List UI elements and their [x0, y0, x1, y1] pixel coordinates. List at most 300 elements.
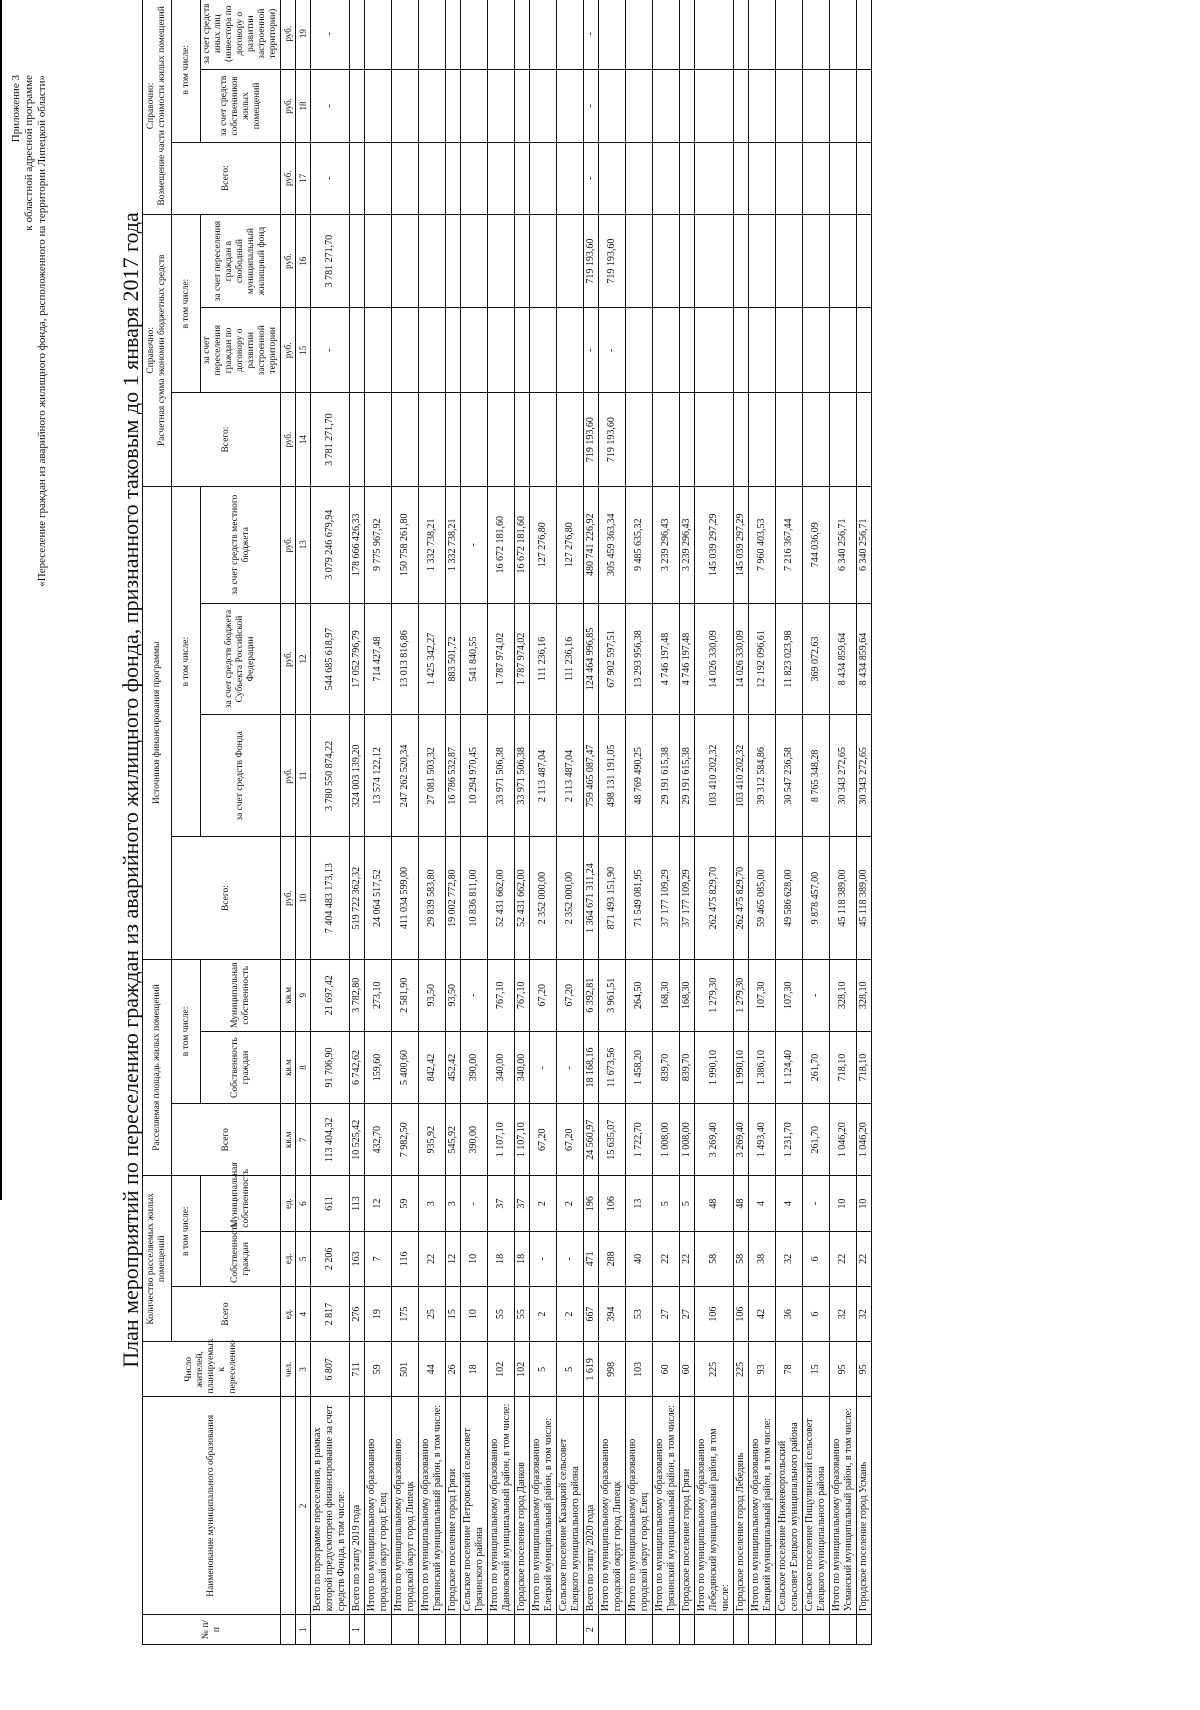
municipality-name-cell: Городское поселение город Данков — [515, 1397, 530, 1615]
resettlement-plan-table — [142, 0, 872, 1645]
value-cell-c17 — [749, 142, 776, 214]
value-cell-c19 — [446, 0, 461, 70]
value-cell-c9: 93,50 — [446, 959, 461, 1031]
table-row — [365, 0, 392, 1645]
value-cell-c5: 7 — [365, 1231, 392, 1286]
value-cell-c7: 1 231,70 — [776, 1104, 803, 1176]
value-cell-c8: 11 673,56 — [599, 1031, 626, 1103]
value-cell-c6: - — [461, 1176, 488, 1231]
value-cell-c12: 67 902 597,51 — [599, 603, 626, 715]
value-cell-c19 — [749, 0, 776, 70]
value-cell-c17 — [803, 142, 830, 214]
value-cell-c8: 340,00 — [515, 1031, 530, 1103]
table-row — [557, 0, 584, 1645]
value-cell-c8: - — [530, 1031, 557, 1103]
value-cell-c8: 159,60 — [365, 1031, 392, 1103]
value-cell-c6: 3 — [446, 1176, 461, 1231]
value-cell-c6: 10 — [857, 1176, 872, 1231]
value-cell-c11: 33 971 506,38 — [488, 715, 515, 837]
row-number-cell — [599, 1615, 626, 1645]
value-cell-c6: 4 — [776, 1176, 803, 1231]
value-cell-c18 — [461, 70, 488, 142]
value-cell-c13: 3 239 296,43 — [680, 486, 695, 603]
units-row — [281, 0, 296, 1645]
municipality-name-cell: Итого по муниципальному образованию Елецкий муниципальный район, в том числе: — [530, 1397, 557, 1615]
value-cell-c16 — [830, 214, 857, 308]
value-cell-c13: 7 216 367,44 — [776, 486, 803, 603]
value-cell-c16 — [734, 214, 749, 308]
value-cell-c9: - — [461, 959, 488, 1031]
value-cell-c7: 15 635,07 — [599, 1104, 626, 1176]
value-cell-c16 — [557, 214, 584, 308]
value-cell-c3: 44 — [419, 1342, 446, 1397]
row-number-cell — [653, 1615, 680, 1645]
value-cell-c15 — [776, 308, 803, 393]
value-cell-c18 — [857, 70, 872, 142]
value-cell-c5: 10 — [461, 1231, 488, 1286]
value-cell-c10: 2 352 000,00 — [557, 837, 584, 959]
value-cell-c17 — [350, 142, 365, 214]
col-ref2-group-header — [143, 0, 172, 214]
municipality-name-cell: Итого по муниципальному образованию Данковский муниципальный район, в том числе: — [488, 1397, 515, 1615]
value-cell-c10: 1 364 671 311,24 — [584, 837, 599, 959]
value-cell-c7: 390,00 — [461, 1104, 488, 1176]
value-cell-c12: 14 026 330,09 — [695, 603, 734, 715]
value-cell-c6: 5 — [680, 1176, 695, 1231]
value-cell-c19 — [695, 0, 734, 70]
value-cell-c6: 2 — [530, 1176, 557, 1231]
value-cell-c11: 29 191 615,38 — [653, 715, 680, 837]
value-cell-c3: 15 — [803, 1342, 830, 1397]
value-cell-c17 — [488, 142, 515, 214]
unit-cell: руб. — [281, 70, 296, 142]
value-cell-c3: 225 — [695, 1342, 734, 1397]
value-cell-c13: 744 036,09 — [803, 486, 830, 603]
value-cell-c8: 5 400,60 — [392, 1031, 419, 1103]
value-cell-c10: 262 475 829,70 — [734, 837, 749, 959]
row-number-cell — [776, 1615, 803, 1645]
value-cell-c19 — [530, 0, 557, 70]
col-ref1-group-header — [143, 214, 172, 486]
value-cell-c5: 58 — [734, 1231, 749, 1286]
value-cell-c7: 113 404,32 — [311, 1104, 350, 1176]
value-cell-c17 — [857, 142, 872, 214]
municipality-name-cell: Итого по муниципальному образованию городской округ город Елец — [626, 1397, 653, 1615]
column-number-cell: 19 — [296, 0, 311, 70]
row-number-cell — [695, 1615, 734, 1645]
value-cell-c8: 1 386,10 — [749, 1031, 776, 1103]
value-cell-c11: 48 769 490,25 — [626, 715, 653, 837]
col8-header: Собственность граждан — [201, 1031, 281, 1103]
value-cell-c14 — [515, 393, 530, 487]
value-cell-c18 — [419, 70, 446, 142]
value-cell-c12: 541 840,55 — [461, 603, 488, 715]
value-cell-c16 — [461, 214, 488, 308]
municipality-name-cell: Итого по муниципальному образованию Грязинский муниципальный район, в том числе: — [419, 1397, 446, 1615]
value-cell-c13: 145 039 297,29 — [695, 486, 734, 603]
value-cell-c13: 16 672 181,60 — [515, 486, 530, 603]
value-cell-c14 — [488, 393, 515, 487]
value-cell-c6: - — [803, 1176, 830, 1231]
value-cell-c16 — [530, 214, 557, 308]
table-row — [584, 0, 599, 1645]
value-cell-c11: 30 343 272,65 — [857, 715, 872, 837]
table-row — [695, 0, 734, 1645]
value-cell-c10: 411 034 599,00 — [392, 837, 419, 959]
value-cell-c19 — [803, 0, 830, 70]
value-cell-c14 — [803, 393, 830, 487]
value-cell-c8: 1 458,20 — [626, 1031, 653, 1103]
value-cell-c13: 7 960 403,53 — [749, 486, 776, 603]
value-cell-c11: 8 765 348,28 — [803, 715, 830, 837]
column-number-cell: 3 — [296, 1342, 311, 1397]
value-cell-c6: 12 — [365, 1176, 392, 1231]
value-cell-c17: - — [584, 142, 599, 214]
value-cell-c6: 196 — [584, 1176, 599, 1231]
row-number-cell — [488, 1615, 515, 1645]
value-cell-c9: 264,50 — [626, 959, 653, 1031]
value-cell-c19 — [626, 0, 653, 70]
col6-header: Муниципальная собственность — [201, 1176, 281, 1231]
value-cell-c17 — [557, 142, 584, 214]
value-cell-c14: 719 193,60 — [599, 393, 626, 487]
municipality-name-cell: Всего по этапу 2019 года — [350, 1397, 365, 1615]
value-cell-c7: 3 269,40 — [734, 1104, 749, 1176]
value-cell-c16 — [653, 214, 680, 308]
value-cell-c17 — [695, 142, 734, 214]
value-cell-c16 — [488, 214, 515, 308]
value-cell-c4: 42 — [749, 1286, 776, 1341]
document-title: План мероприятий по переселению граждан из аварийного жилищного фонда, признанного таковым до 1 января 2017 года — [118, 212, 143, 1368]
value-cell-c8: 6 742,62 — [350, 1031, 365, 1103]
value-cell-c5: 6 — [803, 1231, 830, 1286]
value-cell-c17 — [776, 142, 803, 214]
municipality-name-cell: Всего по программе переселения, в рамках которой предусмотрено финансирование за счет средств Фонда, в том числе: — [311, 1397, 350, 1615]
value-cell-c8: 390,00 — [461, 1031, 488, 1103]
value-cell-c10: 19 002 772,80 — [446, 837, 461, 959]
value-cell-c18 — [653, 70, 680, 142]
value-cell-c16 — [515, 214, 530, 308]
value-cell-c3: 95 — [857, 1342, 872, 1397]
col-residents-header: Число жителей, планируемых к переселению — [143, 1342, 281, 1397]
value-cell-c12: 14 026 330,09 — [734, 603, 749, 715]
ref2-sublabel: Возмещение части стоимости жилых помещений — [157, 6, 167, 206]
value-cell-c5: 18 — [488, 1231, 515, 1286]
value-cell-c15 — [734, 308, 749, 393]
value-cell-c16 — [695, 214, 734, 308]
value-cell-c4: 32 — [830, 1286, 857, 1341]
value-cell-c16: 3 781 271,70 — [311, 214, 350, 308]
unit-cell: чел. — [281, 1342, 296, 1397]
value-cell-c15 — [653, 308, 680, 393]
value-cell-c19: - — [584, 0, 599, 70]
value-cell-c19 — [557, 0, 584, 70]
value-cell-c7: 1 722,70 — [626, 1104, 653, 1176]
value-cell-c13: 3 079 246 679,94 — [311, 486, 350, 603]
value-cell-c16 — [365, 214, 392, 308]
row-number-cell — [461, 1615, 488, 1645]
col15-header: за счет переселения граждан по договору о развитии застроенной территории — [201, 308, 281, 393]
table-row — [419, 0, 446, 1645]
value-cell-c5: 58 — [695, 1231, 734, 1286]
value-cell-c10: 10 836 811,00 — [461, 837, 488, 959]
value-cell-c7: 10 525,42 — [350, 1104, 365, 1176]
value-cell-c5: 471 — [584, 1231, 599, 1286]
value-cell-c11: 30 343 272,65 — [830, 715, 857, 837]
value-cell-c10: 49 586 628,00 — [776, 837, 803, 959]
unit-cell — [281, 1397, 296, 1615]
value-cell-c4: 10 — [461, 1286, 488, 1341]
value-cell-c8: 18 168,16 — [584, 1031, 599, 1103]
row-number-cell — [419, 1615, 446, 1645]
table-row — [626, 0, 653, 1645]
ref1-incl-header: в том числе: — [172, 214, 201, 393]
row-number-cell — [626, 1615, 653, 1645]
value-cell-c14 — [557, 393, 584, 487]
value-cell-c4: 394 — [599, 1286, 626, 1341]
value-cell-c3: 26 — [446, 1342, 461, 1397]
value-cell-c14 — [695, 393, 734, 487]
value-cell-c18 — [680, 70, 695, 142]
col12-header: за счет средств бюджета Субъекта Российской Федерации — [201, 603, 281, 715]
value-cell-c9: 107,30 — [749, 959, 776, 1031]
column-number-cell: 18 — [296, 70, 311, 142]
value-cell-c9: 21 697,42 — [311, 959, 350, 1031]
municipality-name-cell: Сельское поселение Пищулинский сельсовет Елецкого муниципального района — [803, 1397, 830, 1615]
table-row — [392, 0, 419, 1645]
value-cell-c7: 1 008,00 — [680, 1104, 695, 1176]
value-cell-c18 — [803, 70, 830, 142]
value-cell-c6: 5 — [653, 1176, 680, 1231]
value-cell-c3: 18 — [461, 1342, 488, 1397]
annex-program-name: «Переселение граждан из аварийного жилищного фонда, расположенного на территории Липецкой области» — [36, 75, 48, 587]
table-row — [515, 0, 530, 1645]
value-cell-c9: 328,10 — [830, 959, 857, 1031]
value-cell-c16 — [680, 214, 695, 308]
row-number-cell: 1 — [350, 1615, 365, 1645]
value-cell-c13: 178 666 426,33 — [350, 486, 365, 603]
value-cell-c19 — [599, 0, 626, 70]
column-number-cell: 11 — [296, 715, 311, 837]
value-cell-c12: 883 501,72 — [446, 603, 461, 715]
value-cell-c4: 27 — [653, 1286, 680, 1341]
annex-number: Приложение 3 — [10, 75, 22, 143]
unit-cell: руб. — [281, 603, 296, 715]
value-cell-c15 — [488, 308, 515, 393]
column-number-cell: 8 — [296, 1031, 311, 1103]
ref2-label: Справочно: — [146, 82, 156, 130]
value-cell-c6: 10 — [830, 1176, 857, 1231]
value-cell-c6: 13 — [626, 1176, 653, 1231]
value-cell-c17 — [365, 142, 392, 214]
value-cell-c11: 39 312 584,86 — [749, 715, 776, 837]
value-cell-c10: 45 118 389,00 — [830, 837, 857, 959]
value-cell-c15 — [803, 308, 830, 393]
value-cell-c19 — [830, 0, 857, 70]
column-number-cell: 4 — [296, 1286, 311, 1341]
value-cell-c10: 71 549 081,95 — [626, 837, 653, 959]
value-cell-c4: 19 — [365, 1286, 392, 1341]
row-number-cell — [530, 1615, 557, 1645]
row-number-cell — [446, 1615, 461, 1645]
municipality-name-cell: Сельское поселение Петровский сельсовет Грязинского района — [461, 1397, 488, 1615]
value-cell-c16 — [803, 214, 830, 308]
value-cell-c17 — [830, 142, 857, 214]
row-number-cell — [857, 1615, 872, 1645]
value-cell-c12: 544 685 618,97 — [311, 603, 350, 715]
value-cell-c12: 4 746 197,48 — [680, 603, 695, 715]
value-cell-c14 — [749, 393, 776, 487]
municipality-name-cell: Итого по муниципальному образованию Грязинский муниципальный район, в том числе: — [653, 1397, 680, 1615]
value-cell-c9: 2 581,90 — [392, 959, 419, 1031]
unit-cell: руб. — [281, 0, 296, 70]
value-cell-c3: 78 — [776, 1342, 803, 1397]
value-cell-c16 — [419, 214, 446, 308]
value-cell-c19 — [488, 0, 515, 70]
value-cell-c19 — [857, 0, 872, 70]
row-number-cell — [734, 1615, 749, 1645]
value-cell-c9: - — [803, 959, 830, 1031]
unit-cell: руб. — [281, 393, 296, 487]
value-cell-c12: 13 293 956,38 — [626, 603, 653, 715]
value-cell-c9: 93,50 — [419, 959, 446, 1031]
value-cell-c3: 93 — [749, 1342, 776, 1397]
value-cell-c12: 17 052 796,79 — [350, 603, 365, 715]
value-cell-c16 — [749, 214, 776, 308]
value-cell-c4: 55 — [488, 1286, 515, 1341]
value-cell-c8: 842,42 — [419, 1031, 446, 1103]
value-cell-c19 — [680, 0, 695, 70]
value-cell-c5: 22 — [680, 1231, 695, 1286]
value-cell-c8: 839,70 — [653, 1031, 680, 1103]
value-cell-c7: 261,70 — [803, 1104, 830, 1176]
value-cell-c16 — [857, 214, 872, 308]
value-cell-c17 — [461, 142, 488, 214]
value-cell-c12: 714 427,48 — [365, 603, 392, 715]
municipality-name-cell: Всего по этапу 2020 года — [584, 1397, 599, 1615]
value-cell-c15 — [680, 308, 695, 393]
municipality-name-cell: Городское поселение город Грязи — [680, 1397, 695, 1615]
value-cell-c13: - — [461, 486, 488, 603]
row-number-cell — [749, 1615, 776, 1645]
value-cell-c8: 340,00 — [488, 1031, 515, 1103]
value-cell-c10: 59 465 085,00 — [749, 837, 776, 959]
value-cell-c6: 59 — [392, 1176, 419, 1231]
col-num-header: № п/п — [143, 1615, 281, 1645]
value-cell-c17 — [392, 142, 419, 214]
count-incl-header: в том числе: — [172, 1176, 201, 1287]
value-cell-c6: 4 — [749, 1176, 776, 1231]
col-finance-group-header: Источники финансирования программы — [143, 486, 172, 959]
row-number-cell — [365, 1615, 392, 1645]
value-cell-c13: 6 340 256,71 — [857, 486, 872, 603]
value-cell-c3: 103 — [626, 1342, 653, 1397]
value-cell-c5: 40 — [626, 1231, 653, 1286]
value-cell-c3: 102 — [488, 1342, 515, 1397]
value-cell-c10: 24 064 517,52 — [365, 837, 392, 959]
value-cell-c8: - — [557, 1031, 584, 1103]
value-cell-c3: 95 — [830, 1342, 857, 1397]
value-cell-c13: 150 758 261,80 — [392, 486, 419, 603]
value-cell-c4: 106 — [734, 1286, 749, 1341]
value-cell-c9: 767,10 — [515, 959, 530, 1031]
value-cell-c14 — [461, 393, 488, 487]
col18-header: за счет средств собственников жилых помещений — [201, 70, 281, 142]
value-cell-c14 — [392, 393, 419, 487]
value-cell-c19 — [365, 0, 392, 70]
value-cell-c19 — [461, 0, 488, 70]
table-body — [311, 0, 872, 1645]
value-cell-c4: 27 — [680, 1286, 695, 1341]
value-cell-c12: 111 236,16 — [530, 603, 557, 715]
value-cell-c5: 163 — [350, 1231, 365, 1286]
value-cell-c14 — [530, 393, 557, 487]
value-cell-c7: 432,70 — [365, 1104, 392, 1176]
value-cell-c13: 1 332 738,21 — [446, 486, 461, 603]
value-cell-c18 — [446, 70, 461, 142]
value-cell-c6: 113 — [350, 1176, 365, 1231]
table-row — [599, 0, 626, 1645]
value-cell-c3: 711 — [350, 1342, 365, 1397]
value-cell-c7: 7 982,50 — [392, 1104, 419, 1176]
column-number-cell: 15 — [296, 308, 311, 393]
row-number-cell — [830, 1615, 857, 1645]
col13-header: за счет средств местного бюджета — [201, 486, 281, 603]
value-cell-c6: 37 — [515, 1176, 530, 1231]
value-cell-c14 — [653, 393, 680, 487]
value-cell-c3: 998 — [599, 1342, 626, 1397]
value-cell-c9: 1 279,30 — [695, 959, 734, 1031]
unit-cell: кв.м — [281, 1104, 296, 1176]
value-cell-c18 — [830, 70, 857, 142]
value-cell-c12: 1 787 974,02 — [515, 603, 530, 715]
municipality-name-cell: Итого по муниципальному образованию Усманский муниципальный район, в том числе: — [830, 1397, 857, 1615]
value-cell-c8: 91 706,90 — [311, 1031, 350, 1103]
value-cell-c11: 13 574 122,12 — [365, 715, 392, 837]
row-number-cell — [515, 1615, 530, 1645]
unit-cell: руб. — [281, 214, 296, 308]
value-cell-c8: 1 990,10 — [695, 1031, 734, 1103]
value-cell-c15 — [446, 308, 461, 393]
table-row — [653, 0, 680, 1645]
col-count-group-header: Количество расселяемых жилых помещений — [143, 1176, 172, 1342]
ref1-label: Справочно: — [146, 327, 156, 374]
header-row-1 — [143, 0, 172, 1645]
col11-header: за счет средств Фонда — [201, 715, 281, 837]
value-cell-c16 — [392, 214, 419, 308]
column-number-cell: 5 — [296, 1231, 311, 1286]
value-cell-c16 — [776, 214, 803, 308]
unit-cell: руб. — [281, 715, 296, 837]
value-cell-c19 — [515, 0, 530, 70]
area-incl-header: в том числе: — [172, 959, 201, 1104]
table-row — [350, 0, 365, 1645]
value-cell-c14 — [830, 393, 857, 487]
value-cell-c7: 545,92 — [446, 1104, 461, 1176]
column-number-cell: 9 — [296, 959, 311, 1031]
value-cell-c10: 519 722 362,32 — [350, 837, 365, 959]
value-cell-c14 — [680, 393, 695, 487]
col9-header: Муниципальная собственность — [201, 959, 281, 1031]
value-cell-c7: 1 107,10 — [515, 1104, 530, 1176]
value-cell-c8: 1 990,10 — [734, 1031, 749, 1103]
value-cell-c11: 30 547 236,58 — [776, 715, 803, 837]
value-cell-c17 — [653, 142, 680, 214]
value-cell-c19 — [776, 0, 803, 70]
value-cell-c12: 111 236,16 — [557, 603, 584, 715]
value-cell-c12: 8 434 859,64 — [830, 603, 857, 715]
value-cell-c3: 102 — [515, 1342, 530, 1397]
